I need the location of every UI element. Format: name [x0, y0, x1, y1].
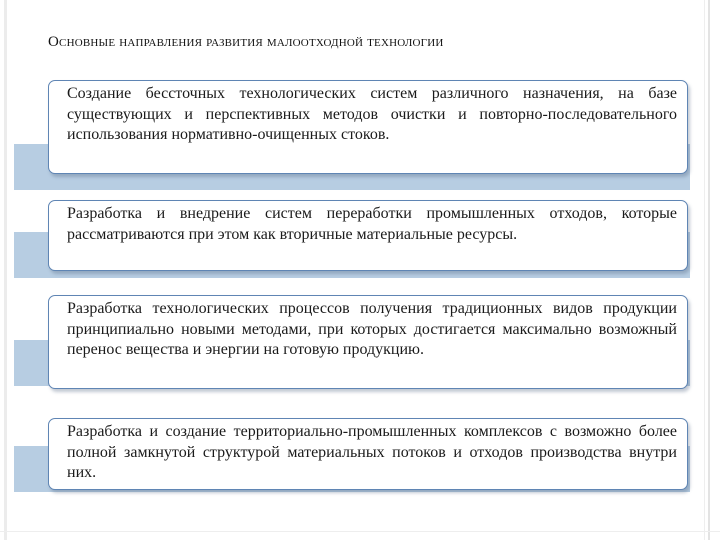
bottom-frame-line [0, 531, 720, 532]
list-item [48, 80, 688, 174]
list-item [48, 418, 688, 490]
slide-title: Основные направления развития малоотходной технологии [48, 34, 444, 50]
list-item-text: Разработка технологических процессов получения традиционных видов продукции принципиально новыми методами, при которых достигается максимально возможный перенос вещества и энергии на готовую продукцию. [67, 300, 677, 358]
list-item-text: Создание бессточных технологических систем различного назначения, на базе существующих и перспективных методов очистки и повторно-последовательного использования нормативно-очищенных стоков. [67, 85, 677, 143]
list-item [48, 200, 688, 271]
left-frame-line [4, 0, 7, 540]
list-item-text: Разработка и создание территориально-промышленных комплексов с возможно более полной замкнутой структурой материальных потоков и отходов производства внутри них. [67, 423, 677, 481]
right-frame-line-inner [704, 0, 705, 540]
right-frame-line [708, 0, 710, 540]
list-item [48, 295, 688, 389]
list-item-text: Разработка и внедрение систем переработки промышленных отходов, которые рассматриваются при этом как вторичные материальные ресурсы. [67, 205, 677, 243]
